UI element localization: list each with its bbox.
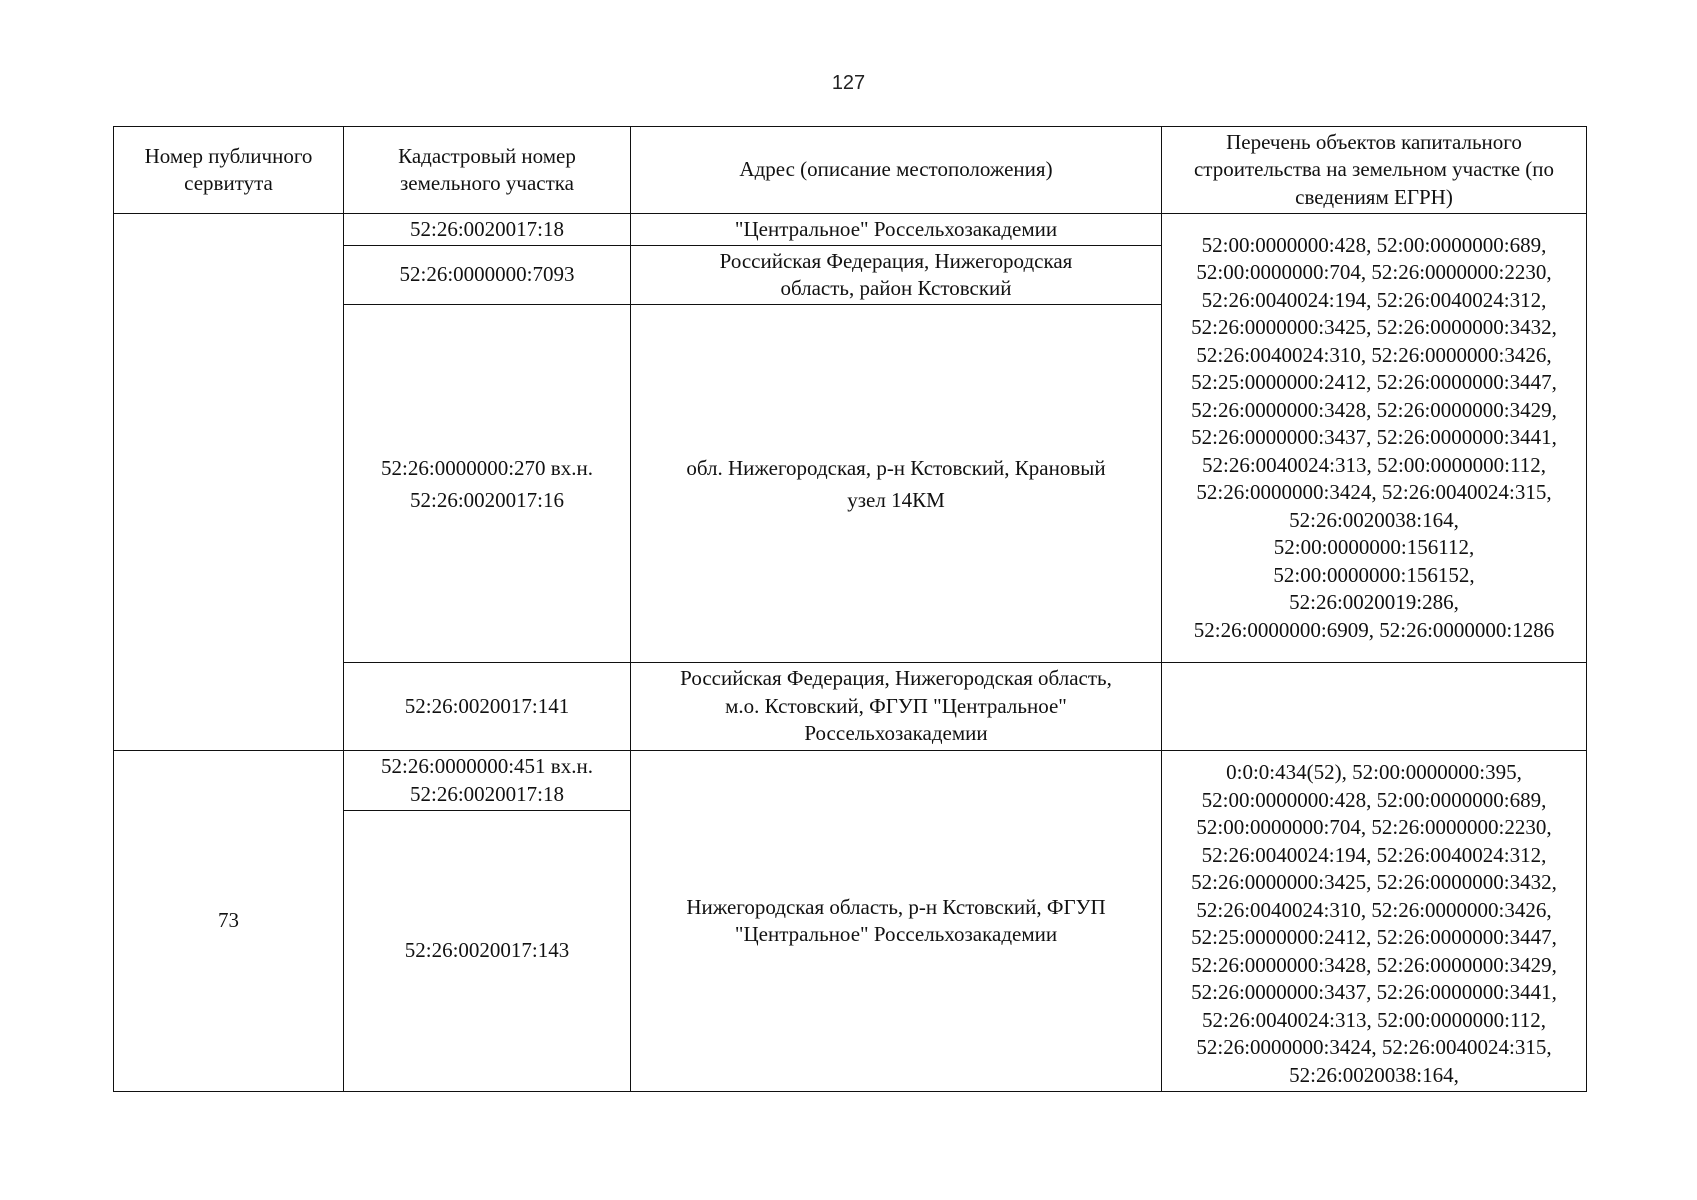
address-cell: "Центральное" Россельхозакадемии bbox=[631, 214, 1162, 246]
servitude-table bbox=[113, 126, 1587, 1092]
address-cell: Российская Федерация, Нижегородская область, район Кстовский bbox=[631, 246, 1162, 305]
table-row bbox=[114, 751, 1587, 811]
address-cell: обл. Нижегородская, р-н Кстовский, Крановый узел 14КМ bbox=[631, 305, 1162, 663]
header-address: Адрес (описание местоположения) bbox=[631, 127, 1162, 214]
table-header-row bbox=[114, 127, 1587, 214]
header-cadastral-number: Кадастровый номер земельного участка bbox=[344, 127, 631, 214]
objects-list-cell bbox=[1162, 663, 1587, 751]
table-row bbox=[114, 214, 1587, 246]
cadastral-number-cell: 52:26:0000000:270 вх.н. 52:26:0020017:16 bbox=[344, 305, 631, 663]
address-cell: Российская Федерация, Нижегородская область, м.о. Кстовский, ФГУП "Центральное" Россельхозакадемии bbox=[631, 663, 1162, 751]
cadastral-number-cell: 52:26:0020017:18 bbox=[344, 214, 631, 246]
cadastral-number-cell: 52:26:0000000:7093 bbox=[344, 246, 631, 305]
cadastral-number-cell: 52:26:0000000:451 вх.н. 52:26:0020017:18 bbox=[344, 751, 631, 811]
servitude-number-cell: 73 bbox=[114, 751, 344, 1092]
cadastral-number-cell: 52:26:0020017:141 bbox=[344, 663, 631, 751]
page-number: 127 bbox=[831, 72, 866, 94]
objects-list-cell: 0:0:0:434(52), 52:00:0000000:395, 52:00:0000000:428, 52:00:0000000:689, 52:00:0000000:704, 52:26:0000000:2230, 52:26:0040024:194, 52:26:0040024:312, 52:26:0000000:3425, 52:26:0000000:3432, 52:26:0040024:310, 52:26:0000000:3426, 52:25:0000000:2412, 52:26:0000000:3447, 52:26:0000000:3428, 52:26:0000000:3429, 52:26:0000000:3437, 52:26:0000000:3441, 52:26:0040024:313, 52:00:0000000:112, 52:26:0000000:3424, 52:26:0040024:315, 52:26:0020038:164, bbox=[1162, 751, 1587, 1092]
cadastral-number-cell: 52:26:0020017:143 bbox=[344, 811, 631, 1092]
address-cell: Нижегородская область, р-н Кстовский, ФГУП "Центральное" Россельхозакадемии bbox=[631, 751, 1162, 1092]
header-objects-list: Перечень объектов капитального строительства на земельном участке (по сведениям ЕГРН) bbox=[1162, 127, 1587, 214]
objects-list-cell: 52:00:0000000:428, 52:00:0000000:689, 52:00:0000000:704, 52:26:0000000:2230, 52:26:0040024:194, 52:26:0040024:312, 52:26:0000000:3425, 52:26:0000000:3432, 52:26:0040024:310, 52:26:0000000:3426, 52:25:0000000:2412, 52:26:0000000:3447, 52:26:0000000:3428, 52:26:0000000:3429, 52:26:0000000:3437, 52:26:0000000:3441, 52:26:0040024:313, 52:00:0000000:112, 52:26:0000000:3424, 52:26:0040024:315, 52:26:0020038:164, 52:00:0000000:156112, 52:00:0000000:156152, 52:26:0020019:286, 52:26:0000000:6909, 52:26:0000000:1286 bbox=[1162, 214, 1587, 663]
servitude-number-cell bbox=[114, 214, 344, 751]
header-servitude-number: Номер публичного сервитута bbox=[114, 127, 344, 214]
